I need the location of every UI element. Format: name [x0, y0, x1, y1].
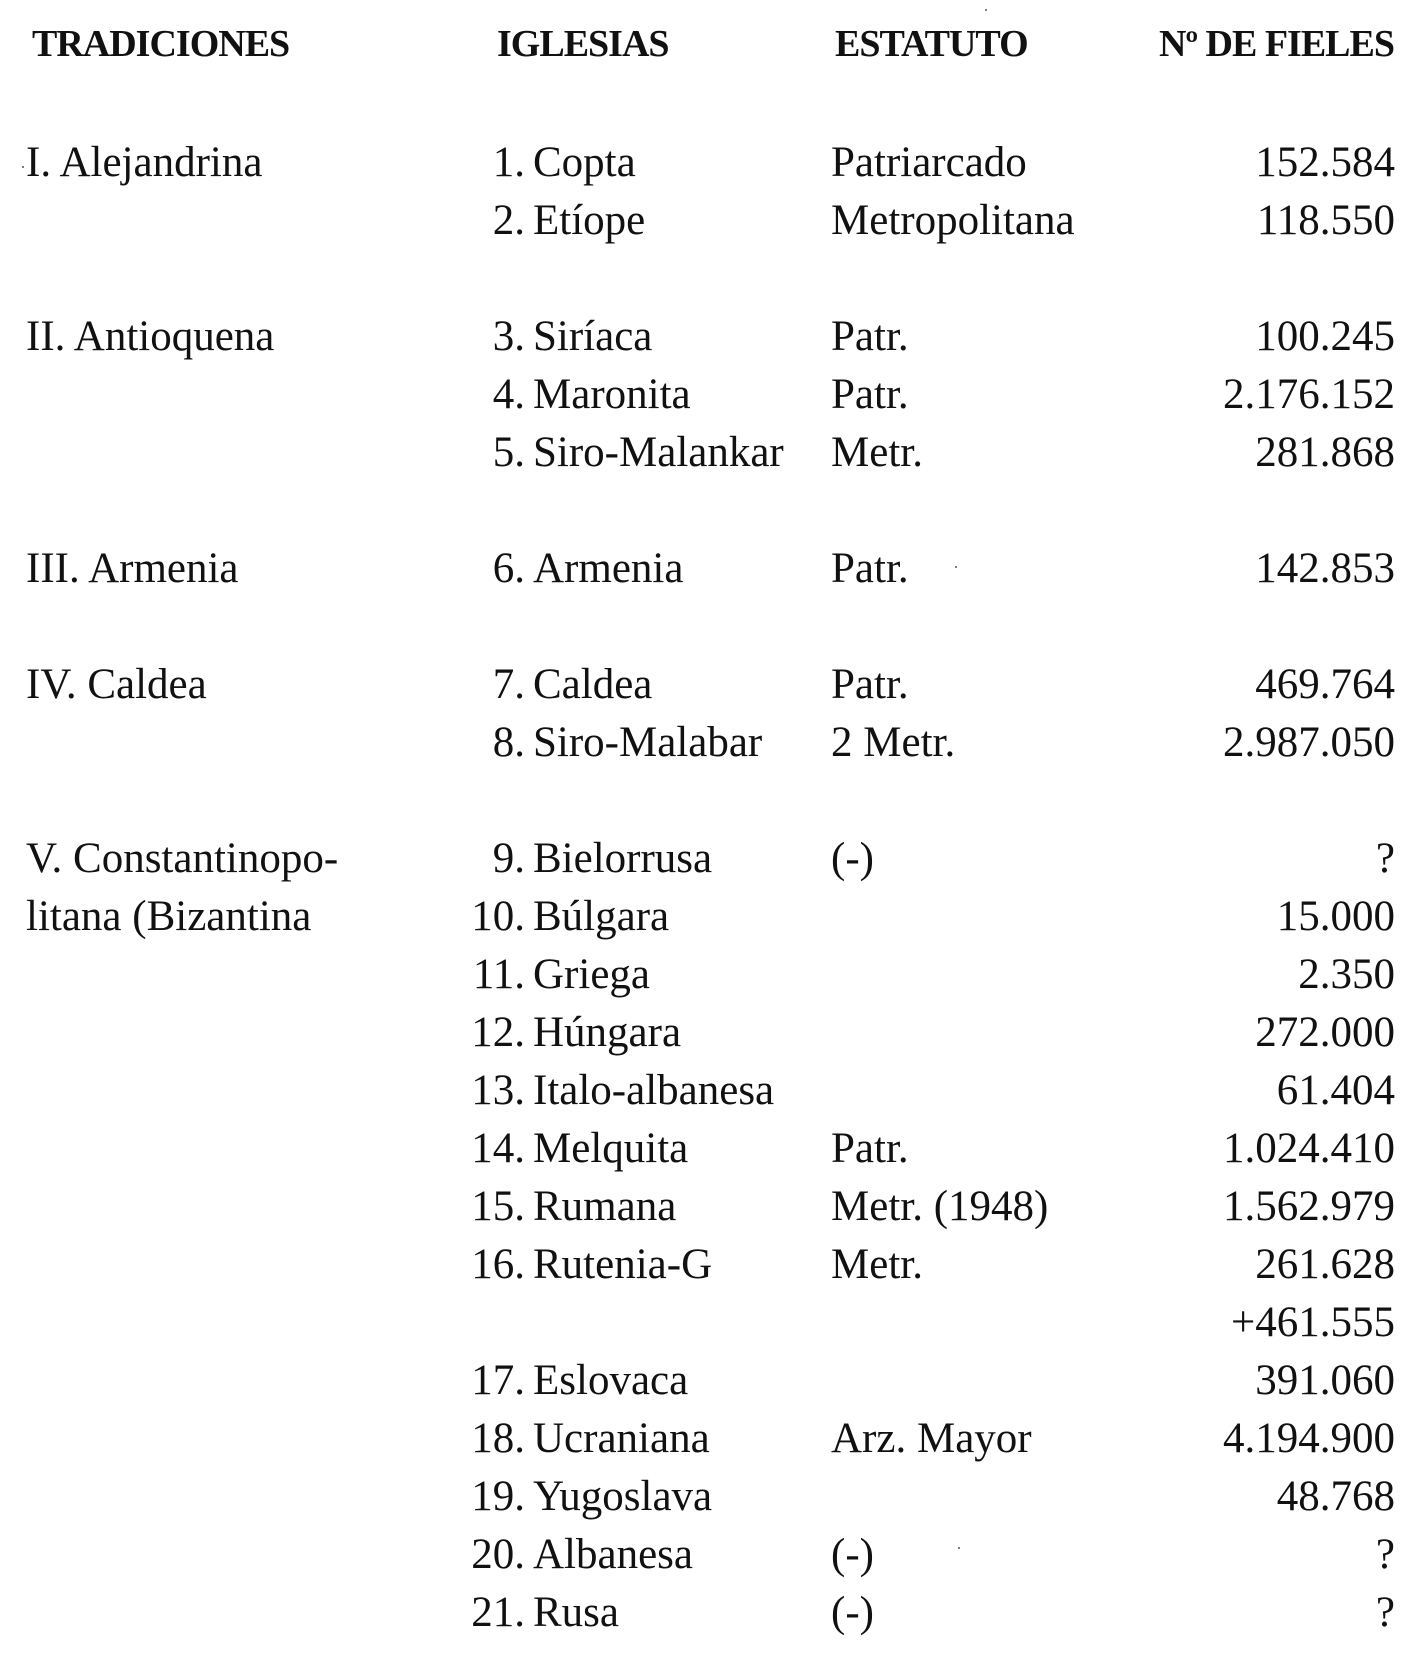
scan-speck [955, 566, 957, 568]
iglesia-name: Siro-Malankar [533, 429, 784, 476]
iglesia-number: 15. [471, 1183, 525, 1230]
estatuto-cell: Metr. [831, 429, 923, 476]
iglesia-number: 5. [492, 429, 525, 476]
fieles-cell: 15.000 [1276, 893, 1395, 940]
table-row [0, 946, 1427, 1004]
iglesia-name: Siro-Malabar [533, 719, 763, 766]
iglesia-name: Italo-albanesa [533, 1067, 775, 1114]
table-row [0, 424, 1427, 482]
table-row [0, 1526, 1427, 1584]
fieles-cell: 2.350 [1298, 951, 1395, 998]
header-iglesias: IGLESIAS [497, 23, 669, 65]
estatuto-cell: Metr. [831, 1241, 923, 1288]
fieles-cell: 152.584 [1255, 139, 1395, 186]
table-row [0, 134, 1427, 192]
iglesia-name: Ucraniana [533, 1415, 710, 1462]
scan-speck [985, 9, 987, 11]
iglesia-name: Maronita [533, 371, 691, 418]
iglesia-name: Bielorrusa [533, 835, 713, 882]
table-row [0, 1120, 1427, 1178]
table-row [0, 714, 1427, 772]
fieles-cell: ? [1375, 1589, 1395, 1636]
estatuto-cell: Arz. Mayor [831, 1415, 1032, 1462]
header-fieles: Nº DE FIELES [1159, 23, 1394, 65]
tradicion-cell: V. Constantinopo- [26, 835, 339, 882]
fieles-cell: 391.060 [1255, 1357, 1395, 1404]
fieles-cell: 281.868 [1255, 429, 1395, 476]
iglesia-name: Búlgara [533, 893, 670, 940]
iglesia-name: Rumana [533, 1183, 677, 1230]
iglesia-number: 10. [471, 893, 525, 940]
iglesia-number: 3. [492, 313, 525, 360]
iglesia-name: Albanesa [533, 1531, 693, 1578]
fieles-cell: 469.764 [1255, 661, 1395, 708]
iglesia-number: 7. [492, 661, 525, 708]
table-row [0, 540, 1427, 598]
table-row [0, 1468, 1427, 1526]
header-estatuto: ESTATUTO [835, 23, 1028, 65]
fieles-cell: 1.024.410 [1223, 1125, 1395, 1172]
fieles-cell: 61.404 [1276, 1067, 1395, 1114]
tradicion-cell: IV. Caldea [26, 661, 207, 708]
fieles-cell: 48.768 [1276, 1473, 1395, 1520]
iglesia-number: 19. [471, 1473, 525, 1520]
estatuto-cell: Patr. [831, 371, 909, 418]
iglesia-name: Griega [533, 951, 650, 998]
table-row [0, 830, 1427, 888]
table-row [0, 366, 1427, 424]
fieles-cell: 272.000 [1255, 1009, 1395, 1056]
iglesia-number: 4. [492, 371, 525, 418]
tradicion-cell: III. Armenia [26, 545, 239, 592]
estatuto-cell: (-) [831, 1589, 874, 1636]
table-row [0, 1294, 1427, 1352]
iglesia-name: Rutenia-G [533, 1241, 713, 1288]
iglesia-number: 21. [471, 1589, 525, 1636]
estatuto-cell: Patr. [831, 661, 909, 708]
iglesia-name: Húngara [533, 1009, 682, 1056]
table-row [0, 656, 1427, 714]
iglesia-number: 14. [471, 1125, 525, 1172]
fieles-cell: ? [1375, 1531, 1395, 1578]
iglesia-number: 1. [492, 139, 525, 186]
table-row [0, 192, 1427, 250]
iglesia-name: Caldea [533, 661, 653, 708]
estatuto-cell: (-) [831, 835, 874, 882]
fieles-cell: 100.245 [1255, 313, 1395, 360]
scan-speck [958, 1547, 960, 1549]
fieles-cell: 1.562.979 [1223, 1183, 1395, 1230]
fieles-cell: 2.987.050 [1223, 719, 1395, 766]
iglesia-name: Armenia [533, 545, 684, 592]
table-row [0, 1352, 1427, 1410]
table-row [0, 1410, 1427, 1468]
table-row [0, 1178, 1427, 1236]
tradicion-cell: II. Antioquena [26, 313, 275, 360]
iglesia-number: 2. [492, 197, 525, 244]
estatuto-cell: Patr. [831, 545, 909, 592]
iglesia-number: 12. [471, 1009, 525, 1056]
fieles-cell: 2.176.152 [1223, 371, 1395, 418]
iglesia-number: 11. [472, 951, 525, 998]
estatuto-cell: Patr. [831, 313, 909, 360]
iglesia-name: Siríaca [533, 313, 653, 360]
table-row [0, 1004, 1427, 1062]
estatuto-cell: Metropolitana [831, 197, 1075, 244]
header-tradiciones: TRADICIONES [32, 23, 290, 65]
table-row [0, 308, 1427, 366]
fieles-cell: 142.853 [1255, 545, 1395, 592]
iglesia-number: 16. [471, 1241, 525, 1288]
estatuto-cell: Patriarcado [831, 139, 1027, 186]
fieles-cell: 118.550 [1256, 197, 1395, 244]
estatuto-cell: 2 Metr. [831, 719, 956, 766]
table-row [0, 1062, 1427, 1120]
scan-speck [22, 166, 24, 168]
iglesia-number: 6. [492, 545, 525, 592]
fieles-cell: +461.555 [1230, 1299, 1395, 1346]
fieles-cell: ? [1375, 835, 1395, 882]
fieles-cell: 261.628 [1255, 1241, 1395, 1288]
iglesia-name: Rusa [533, 1589, 619, 1636]
table-row [0, 888, 1427, 946]
table-row [0, 1236, 1427, 1294]
iglesia-number: 17. [471, 1357, 525, 1404]
estatuto-cell: Patr. [831, 1125, 909, 1172]
estatuto-cell: (-) [831, 1531, 874, 1578]
tradicion-cell: litana (Bizantina [26, 893, 312, 940]
iglesia-name: Melquita [533, 1125, 689, 1172]
estatuto-cell: Metr. (1948) [831, 1183, 1049, 1230]
iglesia-name: Eslovaca [533, 1357, 689, 1404]
table-row [0, 1584, 1427, 1642]
iglesia-number: 20. [471, 1531, 525, 1578]
tradicion-cell: I. Alejandrina [26, 139, 263, 186]
iglesia-number: 9. [492, 835, 525, 882]
iglesia-name: Etíope [533, 197, 646, 244]
iglesia-name: Copta [533, 139, 636, 186]
iglesia-number: 8. [492, 719, 525, 766]
fieles-cell: 4.194.900 [1223, 1415, 1395, 1462]
iglesia-number: 18. [471, 1415, 525, 1462]
iglesia-name: Yugoslava [533, 1473, 713, 1520]
iglesia-number: 13. [471, 1067, 525, 1114]
